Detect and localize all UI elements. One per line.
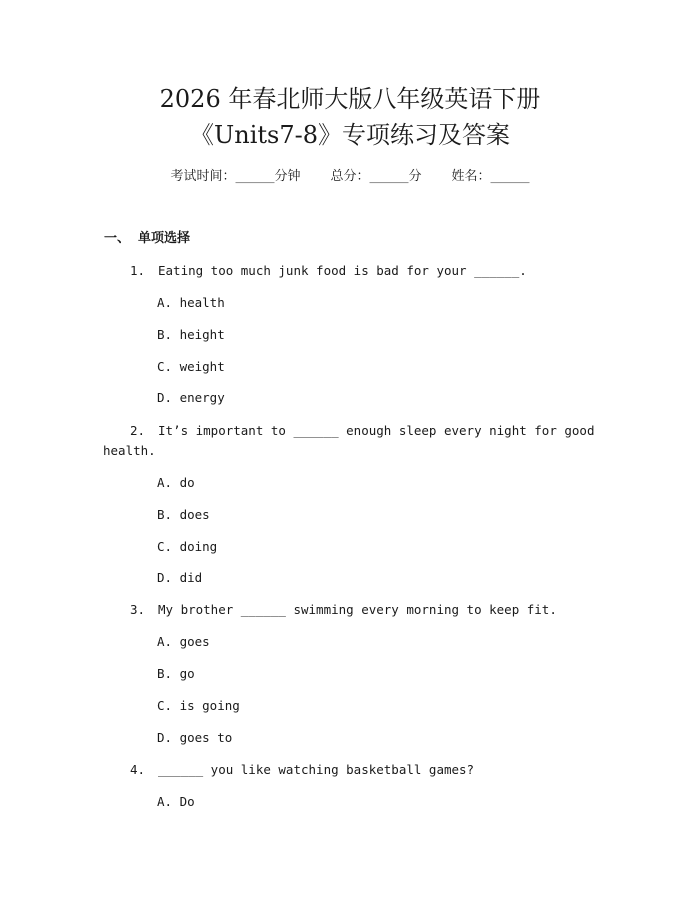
option-3a: A. goes bbox=[157, 634, 210, 649]
option-2d: D. did bbox=[157, 570, 203, 585]
option-4a: A. Do bbox=[157, 794, 195, 809]
section-heading bbox=[104, 230, 190, 248]
question-3 bbox=[130, 601, 557, 619]
question-text: ______ you like watching basketball games? bbox=[158, 762, 475, 777]
question-2 bbox=[130, 422, 595, 440]
exam-info bbox=[0, 168, 700, 186]
option-3c: C. is going bbox=[157, 698, 240, 713]
exam-total-score: 总分：______分 bbox=[330, 169, 422, 184]
question-number: 4. bbox=[130, 762, 146, 777]
option-2b: B. does bbox=[157, 507, 210, 522]
document-title-line2: 《Units7-8》专项练习及答案 bbox=[190, 121, 510, 149]
question-number: 3. bbox=[130, 602, 146, 617]
option-2a: A. do bbox=[157, 475, 195, 490]
question-number: 1. bbox=[130, 263, 146, 278]
document-title-line1: 2026 年春北师大版八年级英语下册 bbox=[159, 85, 541, 113]
option-1a: A. health bbox=[157, 295, 225, 310]
question-2-continuation: health. bbox=[103, 443, 156, 458]
option-3b: B. go bbox=[157, 666, 195, 681]
section-title: 单项选择 bbox=[138, 231, 191, 246]
question-4 bbox=[130, 761, 474, 779]
section-number: 一、 bbox=[104, 231, 131, 246]
option-1c: C. weight bbox=[157, 359, 225, 374]
option-1d: D. energy bbox=[157, 390, 225, 405]
option-2c: C. doing bbox=[157, 539, 218, 554]
option-1b: B. height bbox=[157, 327, 225, 342]
question-number: 2. bbox=[130, 423, 146, 438]
question-1 bbox=[130, 262, 527, 280]
question-text: Eating too much junk food is bad for your ______. bbox=[158, 263, 527, 278]
question-text: My brother ______ swimming every morning to keep fit. bbox=[158, 602, 557, 617]
exam-student-name: 姓名：______ bbox=[451, 169, 530, 184]
question-text: It’s important to ______ enough sleep every night for good bbox=[158, 423, 595, 438]
option-3d: D. goes to bbox=[157, 730, 233, 745]
exam-time: 考试时间：______分钟 bbox=[170, 169, 301, 184]
